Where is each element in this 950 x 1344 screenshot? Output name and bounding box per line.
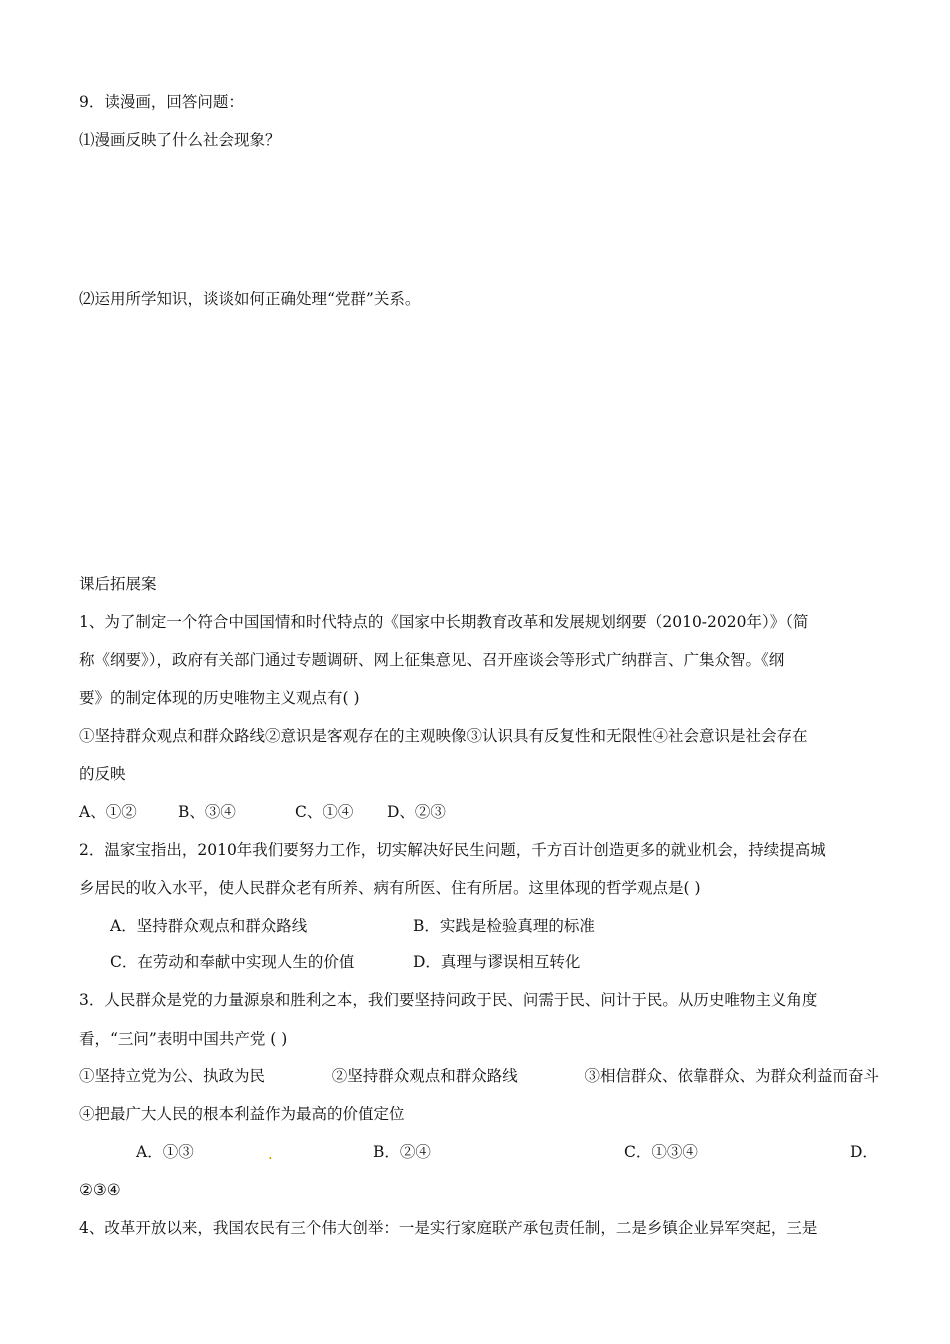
- q3-item2: ②坚持群众观点和群众路线: [331, 1067, 518, 1085]
- q9-title: 9．读漫画，回答问题：: [79, 93, 244, 111]
- q2-option-d: D．真理与谬误相互转化: [413, 953, 581, 971]
- q1-line4: ①坚持群众观点和群众路线②意识是客观存在的主观映像③认识具有反复性和无限性④社会意识是社会存在: [79, 727, 808, 745]
- q3-item1: ①坚持立党为公、执政为民: [79, 1067, 266, 1085]
- q3-option-b: B．②④: [373, 1143, 431, 1161]
- q1-line1: 1、为了制定一个符合中国国情和时代特点的《国家中长期教育改革和发展规划纲要（2010-2020年）》（简: [79, 613, 809, 631]
- q3-option-d-content: ②③④: [79, 1181, 121, 1199]
- q3-item3: ③相信群众、依靠群众、为群众利益而奋斗: [584, 1067, 879, 1085]
- q3-option-d: D．: [850, 1143, 878, 1161]
- q2-line1: 2．温家宝指出，2010年我们要努力工作，切实解决好民生问题，千方百计创造更多的就业机会，持续提高城: [79, 841, 826, 859]
- q1-option-d: D、②③: [387, 803, 446, 821]
- q9-sub1: ⑴漫画反映了什么社会现象？: [79, 131, 281, 149]
- q3-option-c: C．①③④: [624, 1143, 698, 1161]
- q3-line2: 看，“三问”表明中国共产党 ( ): [79, 1030, 288, 1048]
- decorative-dot: .: [268, 1145, 273, 1163]
- q2-line2: 乡居民的收入水平，使人民群众老有所养、病有所医、住有所居。这里体现的哲学观点是( ): [79, 879, 701, 897]
- q3-option-a: A．①③: [136, 1143, 194, 1161]
- q1-line3: 要》的制定体现的历史唯物主义观点有( ): [79, 689, 360, 707]
- q3-line4: ④把最广大人民的根本利益作为最高的价值定位: [79, 1105, 405, 1123]
- section-title: 课后拓展案: [79, 575, 157, 593]
- q3-line3: [79, 1066, 879, 1086]
- q1-option-b: B、③④: [178, 803, 236, 821]
- q1-option-c: C、①④: [295, 803, 354, 821]
- q9-sub2: ⑵运用所学知识，谈谈如何正确处理“党群”关系。: [79, 290, 421, 308]
- q2-option-b: B．实践是检验真理的标准: [413, 917, 595, 935]
- q1-option-a: A、①②: [79, 803, 137, 821]
- q2-option-a: A．坚持群众观点和群众路线: [110, 917, 308, 935]
- q1-line2: 称《纲要》），政府有关部门通过专题调研、网上征集意见、召开座谈会等形式广纳群言、广集众智。《纲: [79, 651, 785, 669]
- q1-line5: 的反映: [79, 765, 126, 783]
- q2-option-c: C．在劳动和奉献中实现人生的价值: [110, 953, 355, 971]
- q4-line1: 4、改革开放以来，我国农民有三个伟大创举：一是实行家庭联产承包责任制，二是乡镇企业异军突起，三是: [79, 1219, 818, 1237]
- q3-line1: 3．人民群众是党的力量源泉和胜利之本，我们要坚持问政于民、问需于民、问计于民。从历史唯物主义角度: [79, 991, 818, 1009]
